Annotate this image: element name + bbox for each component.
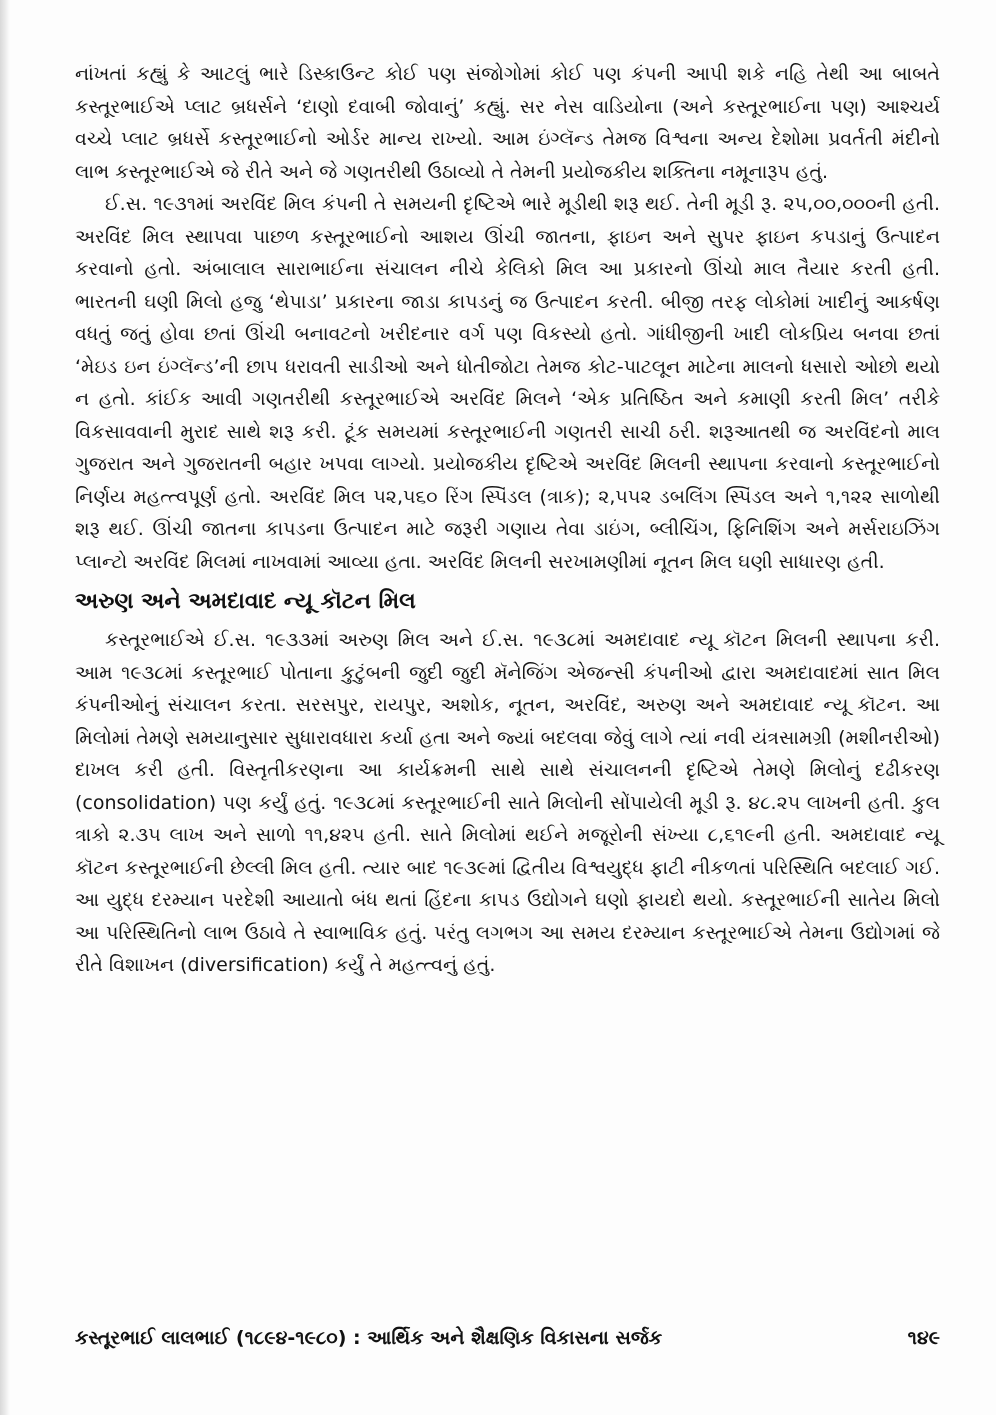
- section-heading: અરુણ અને અમદાવાદ ન્યૂ કૉટન મિલ: [75, 589, 416, 614]
- paragraph-arun-mill: કસ્તૂરભાઈએ ઈ.સ. ૧૯૩૩માં અરુણ મિલ અને ઈ.સ. ૧૯૩૮માં અમદાવાદ ન્યૂ કૉટન મિલની સ્થાપના કરી. આમ ૧૯૩૮માં કસ્તૂરભાઈ પોતાના કુટુંબની જુદી જુદી મૅનેજિંગ એજન્સી કંપનીઓ દ્વારા અમદાવાદમાં સાત મિલ કંપનીઓનું સંચાલન કરતા. સરસપુર, રાયપુર, અશોક, નૂતન, અરવિંદ, અરુણ અને અમદાવાદ ન્યૂ કૉટન. આ મિલોમાં તેમણે સમયાનુસાર સુધારાવધારા કર્યા હતા અને જ્યાં બદલવા જેવું લાગે ત્યાં નવી યંત્રસામગ્રી (મશીનરીઓ) દાખલ કરી હતી. વિસ્તૃતીકરણના આ કાર્યક્રમની સાથે સાથે સંચાલનની દૃષ્ટિએ તેમણે મિલોનું દઢીકરણ (consolidation) પણ કર્યું હતું. ૧૯૩૮માં કસ્તૂરભાઈની સાતે મિલોની સોંપાયેલી મૂડી રૂ. ૪૮.૨૫ લાખની હતી. કુલ ત્રાકો ૨.૩૫ લાખ અને સાળો ૧૧,૪૨૫ હતી. સાતે મિલોમાં થઈને મજૂરોની સંખ્યા ૮,૬૧૯ની હતી. અમદાવાદ ન્યૂ કૉટન કસ્તૂરભાઈની છેલ્લી મિલ હતી. ત્યાર બાદ ૧૯૩૯માં દ્વિતીય વિશ્વયુદ્ધ ફાટી નીકળતાં પરિસ્થિતિ બદલાઈ ગઈ. આ યુદ્ધ દરમ્યાન પરદેશી આયાતો બંધ થતાં હિંદના કાપડ ઉદ્યોગને ઘણો ફાયદો થયો. કસ્તૂરભાઈની સાતેય મિલો આ પરિસ્થિતિનો લાભ ઉઠાવે તે સ્વાભાવિક હતું. પરંતુ લગભગ આ સમય દરમ્યાન કસ્તૂરભાઈએ તેમના ઉદ્યોગમાં જે રીતે વિશાખન (diversification) કર્યું તે મહત્ત્વનું હતું.: [75, 629, 940, 976]
- running-title: કસ્તૂરભાઈ લાલભાઈ (૧૮૯૪-૧૯૮૦) : આર્થિક અને શૈક્ષણિક વિકાસના સર્જક: [75, 1327, 663, 1349]
- page-number: ૧૪૯: [907, 1327, 940, 1349]
- page-edge-shadow: [0, 0, 10, 1415]
- paragraph-continued: નાંખતાં કહ્યું કે આટલું ભારે ડિસ્કાઉન્ટ કોઈ પણ સંજોગોમાં કોઈ પણ કંપની આપી શકે નહિ તેથી આ બાબતે કસ્તૂરભાઈએ પ્લાટ બ્રધર્સને ‘દાણો દવાબી જોવાનું’ કહ્યું. સર નેસ વાડિયોના (અને કસ્તૂરભાઈના પણ) આશ્ચર્ય વચ્ચે પ્લાટ બ્રધર્સે કસ્તૂરભાઈનો ઓર્ડર માન્ય રાખ્યો. આમ ઇંગ્લૅન્ડ તેમજ વિશ્વના અન્ય દેશોમા પ્રવર્તતી મંદીનો લાભ કસ્તૂરભાઈએ જે રીતે અને જે ગણતરીથી ઉઠાવ્યો તે તેમની પ્રયોજકીય શક્તિના નમૂનારૂપ હતું.: [75, 63, 940, 183]
- page-body: [75, 58, 940, 982]
- page-footer: [75, 1327, 940, 1349]
- paragraph-arvind-mill: ઈ.સ. ૧૯૩૧માં અરવિંદ મિલ કંપની તે સમયની દૃષ્ટિએ ભારે મૂડીથી શરૂ થઈ. તેની મૂડી રૂ. ૨૫,૦૦,૦૦૦ની હતી. અરવિંદ મિલ સ્થાપવા પાછળ કસ્તૂરભાઈનો આશય ઊંચી જાતના, ફાઇન અને સુપર ફાઇન કપડાનું ઉત્પાદન કરવાનો હતો. અંબાલાલ સારાભાઈના સંચાલન નીચે કેલિકો મિલ આ પ્રકારનો ઊંચો માલ તૈયાર કરતી હતી. ભારતની ઘણી મિલો હજુ ‘થેપાડા’ પ્રકારના જાડા કાપડનું જ ઉત્પાદન કરતી. બીજી તરફ લોકોમાં ખાદીનું આકર્ષણ વધતું જતું હોવા છતાં ઊંચી બનાવટનો ખરીદનાર વર્ગ પણ વિકસ્યો હતો. ગાંધીજીની ખાદી લોકપ્રિય બનવા છતાં ‘મેઇડ ઇન ઇંગ્લૅન્ડ’ની છાપ ધરાવતી સાડીઓ અને ધોતીજોટા તેમજ કોટ-પાટલૂન માટેના માલનો ધસારો ઓછો થયો ન હતો. કાંઈક આવી ગણતરીથી કસ્તૂરભાઈએ અરવિંદ મિલને ‘એક પ્રતિષ્ઠિત અને કમાણી કરતી મિલ’ તરીકે વિકસાવવાની મુરાદ સાથે શરૂ કરી. ટૂંક સમયમાં કસ્તૂરભાઈની ગણતરી સાચી ઠરી. શરૂઆતથી જ અરવિંદનો માલ ગુજરાત અને ગુજરાતની બહાર ખપવા લાગ્યો. પ્રયોજકીય દૃષ્ટિએ અરવિંદ મિલની સ્થાપના કરવાનો કસ્તૂરભાઈનો નિર્ણય મહત્ત્વપૂર્ણ હતો. અરવિંદ મિલ ૫૨,૫૬૦ રિંગ સ્પિંડલ (ત્રાક); ૨,૫૫૨ ડબલિંગ સ્પિંડલ અને ૧,૧૨૨ સાળોથી શરૂ થઈ. ઊંચી જાતના કાપડના ઉત્પાદન માટે જરૂરી ગણાય તેવા ડાઇંગ, બ્લીચિંગ, ફિનિશિંગ અને મર્સરાઇઝિંગ પ્લાન્ટો અરવિંદ મિલમાં નાખવામાં આવ્યા હતા. અરવિંદ મિલની સરખામણીમાં નૂતન મિલ ઘણી સાધારણ હતી.: [75, 193, 940, 573]
